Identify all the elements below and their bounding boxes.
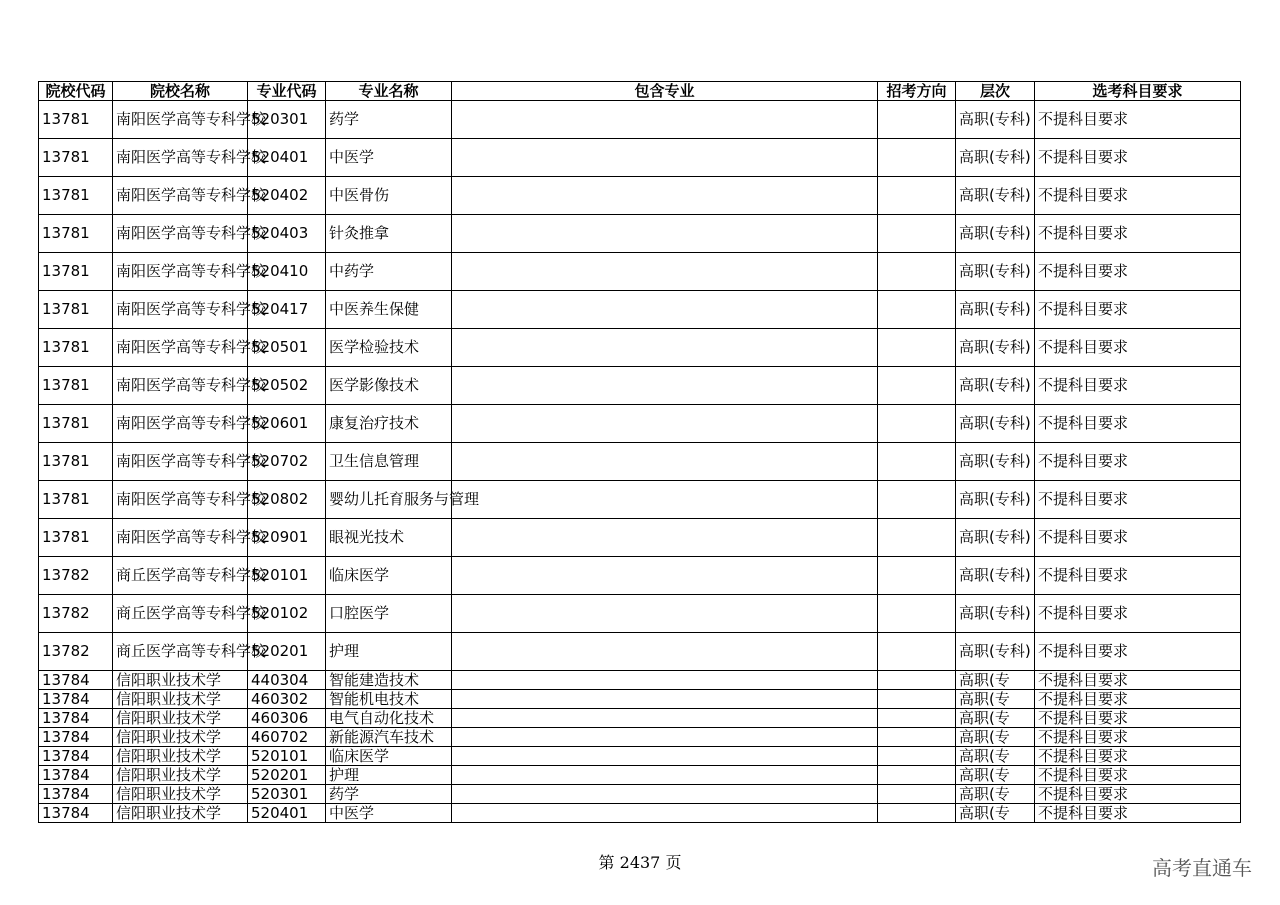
major-name-cell: 中医骨伤: [326, 177, 452, 215]
major-code-cell: 440304: [248, 671, 326, 690]
includes-cell: [452, 177, 878, 215]
school-code-cell: 13781: [39, 215, 113, 253]
major-name-cell: 智能机电技术: [326, 690, 452, 709]
level-cell: [956, 671, 1035, 690]
level-cell: [956, 785, 1035, 804]
major-code-cell: 520101: [248, 747, 326, 766]
major-name-cell: 医学检验技术: [326, 329, 452, 367]
level-cell: 高职(专科): [956, 291, 1035, 329]
includes-cell: [452, 728, 878, 747]
direction-cell: [878, 766, 956, 785]
direction-cell: [878, 139, 956, 177]
school-name-cell: 南阳医学高等专科学校: [113, 367, 248, 405]
level-cell: 高职(专科): [956, 329, 1035, 367]
school-name-text: 信阳职业技术学: [116, 727, 222, 746]
major-code-cell: 520101: [248, 557, 326, 595]
major-code-cell: 520403: [248, 215, 326, 253]
school-name-cell: [113, 690, 248, 709]
major-name-cell: 眼视光技术: [326, 519, 452, 557]
school-name-cell: 南阳医学高等专科学校: [113, 101, 248, 139]
level-cell: [956, 804, 1035, 823]
includes-cell: [452, 291, 878, 329]
includes-cell: [452, 139, 878, 177]
major-name-cell: 护理: [326, 766, 452, 785]
requirement-cell: 不提科目要求: [1035, 690, 1241, 709]
level-cell: 高职(专科): [956, 557, 1035, 595]
table-row: [39, 804, 1241, 823]
level-cell: 高职(专科): [956, 177, 1035, 215]
level-cell: 高职(专科): [956, 481, 1035, 519]
major-name-cell: 中医养生保健: [326, 291, 452, 329]
school-code-cell: 13781: [39, 291, 113, 329]
major-code-cell: 520601: [248, 405, 326, 443]
requirement-cell: 不提科目要求: [1035, 253, 1241, 291]
direction-cell: [878, 709, 956, 728]
major-code-cell: 520401: [248, 804, 326, 823]
direction-cell: [878, 215, 956, 253]
includes-cell: [452, 804, 878, 823]
header-requirement: 选考科目要求: [1035, 82, 1241, 101]
major-name-cell: 电气自动化技术: [326, 709, 452, 728]
includes-cell: [452, 785, 878, 804]
school-name-cell: [113, 785, 248, 804]
major-code-cell: 520402: [248, 177, 326, 215]
includes-cell: [452, 633, 878, 671]
level-text: 高职(专: [959, 708, 1010, 727]
direction-cell: [878, 101, 956, 139]
direction-cell: [878, 785, 956, 804]
school-name-cell: 南阳医学高等专科学校: [113, 253, 248, 291]
table-row: [39, 785, 1241, 804]
direction-cell: [878, 519, 956, 557]
requirement-cell: 不提科目要求: [1035, 481, 1241, 519]
includes-cell: [452, 747, 878, 766]
requirement-cell: 不提科目要求: [1035, 215, 1241, 253]
direction-cell: [878, 367, 956, 405]
table-header-row: [39, 82, 1241, 101]
table-row: [39, 101, 1241, 139]
school-name-cell: [113, 747, 248, 766]
direction-cell: [878, 747, 956, 766]
level-cell: 高职(专科): [956, 405, 1035, 443]
school-code-cell: 13781: [39, 519, 113, 557]
school-name-cell: [113, 766, 248, 785]
level-text: 高职(专: [959, 670, 1010, 689]
major-code-cell: 520501: [248, 329, 326, 367]
direction-cell: [878, 557, 956, 595]
table-row: [39, 215, 1241, 253]
direction-cell: [878, 633, 956, 671]
requirement-cell: 不提科目要求: [1035, 804, 1241, 823]
school-code-cell: 13784: [39, 804, 113, 823]
major-name-cell: 医学影像技术: [326, 367, 452, 405]
requirement-cell: 不提科目要求: [1035, 519, 1241, 557]
direction-cell: [878, 804, 956, 823]
school-code-cell: 13781: [39, 253, 113, 291]
header-direction: 招考方向: [878, 82, 956, 101]
header-major-code: 专业代码: [248, 82, 326, 101]
level-cell: 高职(专科): [956, 633, 1035, 671]
level-cell: [956, 747, 1035, 766]
direction-cell: [878, 595, 956, 633]
school-code-cell: 13781: [39, 443, 113, 481]
school-name-text: 信阳职业技术学: [116, 784, 222, 803]
school-name-cell: 南阳医学高等专科学校: [113, 139, 248, 177]
school-name-text: 信阳职业技术学: [116, 689, 222, 708]
school-name-cell: 商丘医学高等专科学校: [113, 557, 248, 595]
school-name-cell: 商丘医学高等专科学校: [113, 595, 248, 633]
major-code-cell: 460306: [248, 709, 326, 728]
school-name-cell: 南阳医学高等专科学校: [113, 215, 248, 253]
requirement-cell: 不提科目要求: [1035, 785, 1241, 804]
direction-cell: [878, 481, 956, 519]
table-row: [39, 766, 1241, 785]
table-row: [39, 291, 1241, 329]
school-code-cell: 13782: [39, 595, 113, 633]
school-name-text: 信阳职业技术学: [116, 765, 222, 784]
table-row: [39, 728, 1241, 747]
level-cell: 高职(专科): [956, 139, 1035, 177]
school-name-cell: [113, 671, 248, 690]
school-code-cell: 13784: [39, 728, 113, 747]
major-name-cell: 康复治疗技术: [326, 405, 452, 443]
requirement-cell: 不提科目要求: [1035, 177, 1241, 215]
table-row: [39, 747, 1241, 766]
major-code-cell: 520802: [248, 481, 326, 519]
major-name-cell: 中药学: [326, 253, 452, 291]
level-text: 高职(专: [959, 746, 1010, 765]
major-code-cell: 520410: [248, 253, 326, 291]
level-cell: 高职(专科): [956, 367, 1035, 405]
major-code-cell: 460302: [248, 690, 326, 709]
school-name-text: 信阳职业技术学: [116, 708, 222, 727]
table-row: [39, 519, 1241, 557]
header-school-code: 院校代码: [39, 82, 113, 101]
table-row: [39, 633, 1241, 671]
major-name-cell: 中医学: [326, 139, 452, 177]
school-code-cell: 13784: [39, 785, 113, 804]
school-name-cell: 南阳医学高等专科学校: [113, 329, 248, 367]
school-code-cell: 13781: [39, 101, 113, 139]
requirement-cell: 不提科目要求: [1035, 139, 1241, 177]
school-name-cell: 南阳医学高等专科学校: [113, 481, 248, 519]
header-major-name: 专业名称: [326, 82, 452, 101]
major-name-cell: 临床医学: [326, 747, 452, 766]
requirement-cell: 不提科目要求: [1035, 747, 1241, 766]
table-row: [39, 557, 1241, 595]
table-row: [39, 367, 1241, 405]
major-code-cell: 520401: [248, 139, 326, 177]
level-text: 高职(专: [959, 727, 1010, 746]
requirement-cell: 不提科目要求: [1035, 671, 1241, 690]
page-number: 第 2437 页: [598, 853, 682, 872]
school-name-cell: 南阳医学高等专科学校: [113, 443, 248, 481]
major-code-cell: 520102: [248, 595, 326, 633]
includes-cell: [452, 329, 878, 367]
major-name-cell: 中医学: [326, 804, 452, 823]
table-row: [39, 671, 1241, 690]
major-name-cell: 针灸推拿: [326, 215, 452, 253]
major-code-cell: 520702: [248, 443, 326, 481]
major-name-cell: 卫生信息管理: [326, 443, 452, 481]
includes-cell: [452, 709, 878, 728]
includes-cell: [452, 557, 878, 595]
includes-cell: [452, 481, 878, 519]
school-code-cell: 13781: [39, 481, 113, 519]
major-name-cell: 临床医学: [326, 557, 452, 595]
table-row: [39, 253, 1241, 291]
school-code-cell: 13781: [39, 329, 113, 367]
school-code-cell: 13782: [39, 557, 113, 595]
school-code-cell: 13784: [39, 747, 113, 766]
direction-cell: [878, 671, 956, 690]
includes-cell: [452, 101, 878, 139]
school-name-cell: 南阳医学高等专科学校: [113, 177, 248, 215]
school-code-cell: 13784: [39, 690, 113, 709]
major-name-cell: 药学: [326, 101, 452, 139]
major-code-cell: 520502: [248, 367, 326, 405]
requirement-cell: 不提科目要求: [1035, 709, 1241, 728]
watermark-text: 高考直通车: [1152, 856, 1252, 880]
major-name-cell: 智能建造技术: [326, 671, 452, 690]
includes-cell: [452, 215, 878, 253]
level-cell: 高职(专科): [956, 215, 1035, 253]
level-cell: 高职(专科): [956, 595, 1035, 633]
direction-cell: [878, 177, 956, 215]
table-row: [39, 329, 1241, 367]
level-cell: 高职(专科): [956, 253, 1035, 291]
major-code-cell: 520201: [248, 633, 326, 671]
level-cell: 高职(专科): [956, 519, 1035, 557]
requirement-cell: 不提科目要求: [1035, 595, 1241, 633]
header-school-name: 院校名称: [113, 82, 248, 101]
major-code-cell: 520417: [248, 291, 326, 329]
table-row: [39, 595, 1241, 633]
major-name-cell: 护理: [326, 633, 452, 671]
includes-cell: [452, 595, 878, 633]
direction-cell: [878, 253, 956, 291]
school-code-cell: 13781: [39, 177, 113, 215]
school-code-cell: 13781: [39, 139, 113, 177]
level-cell: [956, 728, 1035, 747]
school-name-cell: [113, 804, 248, 823]
major-name-cell: 婴幼儿托育服务与管理: [326, 481, 452, 519]
requirement-cell: 不提科目要求: [1035, 405, 1241, 443]
includes-cell: [452, 443, 878, 481]
includes-cell: [452, 367, 878, 405]
school-name-text: 信阳职业技术学: [116, 803, 222, 822]
requirement-cell: 不提科目要求: [1035, 633, 1241, 671]
table-row: [39, 405, 1241, 443]
school-name-cell: 商丘医学高等专科学校: [113, 633, 248, 671]
requirement-cell: 不提科目要求: [1035, 367, 1241, 405]
requirement-cell: 不提科目要求: [1035, 728, 1241, 747]
includes-cell: [452, 671, 878, 690]
level-text: 高职(专: [959, 784, 1010, 803]
table-row: [39, 177, 1241, 215]
table-row: [39, 443, 1241, 481]
includes-cell: [452, 253, 878, 291]
requirement-cell: 不提科目要求: [1035, 766, 1241, 785]
table-row: [39, 690, 1241, 709]
major-name-cell: 口腔医学: [326, 595, 452, 633]
level-cell: [956, 690, 1035, 709]
direction-cell: [878, 690, 956, 709]
school-name-cell: [113, 728, 248, 747]
school-name-cell: 南阳医学高等专科学校: [113, 519, 248, 557]
admissions-table: [38, 81, 1241, 823]
requirement-cell: 不提科目要求: [1035, 291, 1241, 329]
includes-cell: [452, 766, 878, 785]
major-code-cell: 520301: [248, 101, 326, 139]
level-cell: 高职(专科): [956, 443, 1035, 481]
school-code-cell: 13784: [39, 671, 113, 690]
direction-cell: [878, 405, 956, 443]
school-name-text: 信阳职业技术学: [116, 670, 222, 689]
table-row: [39, 709, 1241, 728]
level-cell: [956, 709, 1035, 728]
level-cell: 高职(专科): [956, 101, 1035, 139]
major-code-cell: 460702: [248, 728, 326, 747]
direction-cell: [878, 291, 956, 329]
school-code-cell: 13784: [39, 766, 113, 785]
requirement-cell: 不提科目要求: [1035, 101, 1241, 139]
direction-cell: [878, 443, 956, 481]
major-code-cell: 520901: [248, 519, 326, 557]
level-text: 高职(专: [959, 689, 1010, 708]
school-code-cell: 13781: [39, 405, 113, 443]
table-row: [39, 139, 1241, 177]
table-body: [39, 101, 1241, 823]
requirement-cell: 不提科目要求: [1035, 557, 1241, 595]
header-includes: 包含专业: [452, 82, 878, 101]
level-text: 高职(专: [959, 765, 1010, 784]
requirement-cell: 不提科目要求: [1035, 443, 1241, 481]
major-code-cell: 520201: [248, 766, 326, 785]
school-name-text: 信阳职业技术学: [116, 746, 222, 765]
header-level: 层次: [956, 82, 1035, 101]
table-row: [39, 481, 1241, 519]
school-name-cell: 南阳医学高等专科学校: [113, 405, 248, 443]
school-code-cell: 13784: [39, 709, 113, 728]
school-name-cell: 南阳医学高等专科学校: [113, 291, 248, 329]
level-cell: [956, 766, 1035, 785]
school-code-cell: 13781: [39, 367, 113, 405]
includes-cell: [452, 519, 878, 557]
includes-cell: [452, 690, 878, 709]
school-code-cell: 13782: [39, 633, 113, 671]
major-name-cell: 药学: [326, 785, 452, 804]
includes-cell: [452, 405, 878, 443]
major-code-cell: 520301: [248, 785, 326, 804]
school-name-cell: [113, 709, 248, 728]
direction-cell: [878, 329, 956, 367]
direction-cell: [878, 728, 956, 747]
major-name-cell: 新能源汽车技术: [326, 728, 452, 747]
level-text: 高职(专: [959, 803, 1010, 822]
requirement-cell: 不提科目要求: [1035, 329, 1241, 367]
